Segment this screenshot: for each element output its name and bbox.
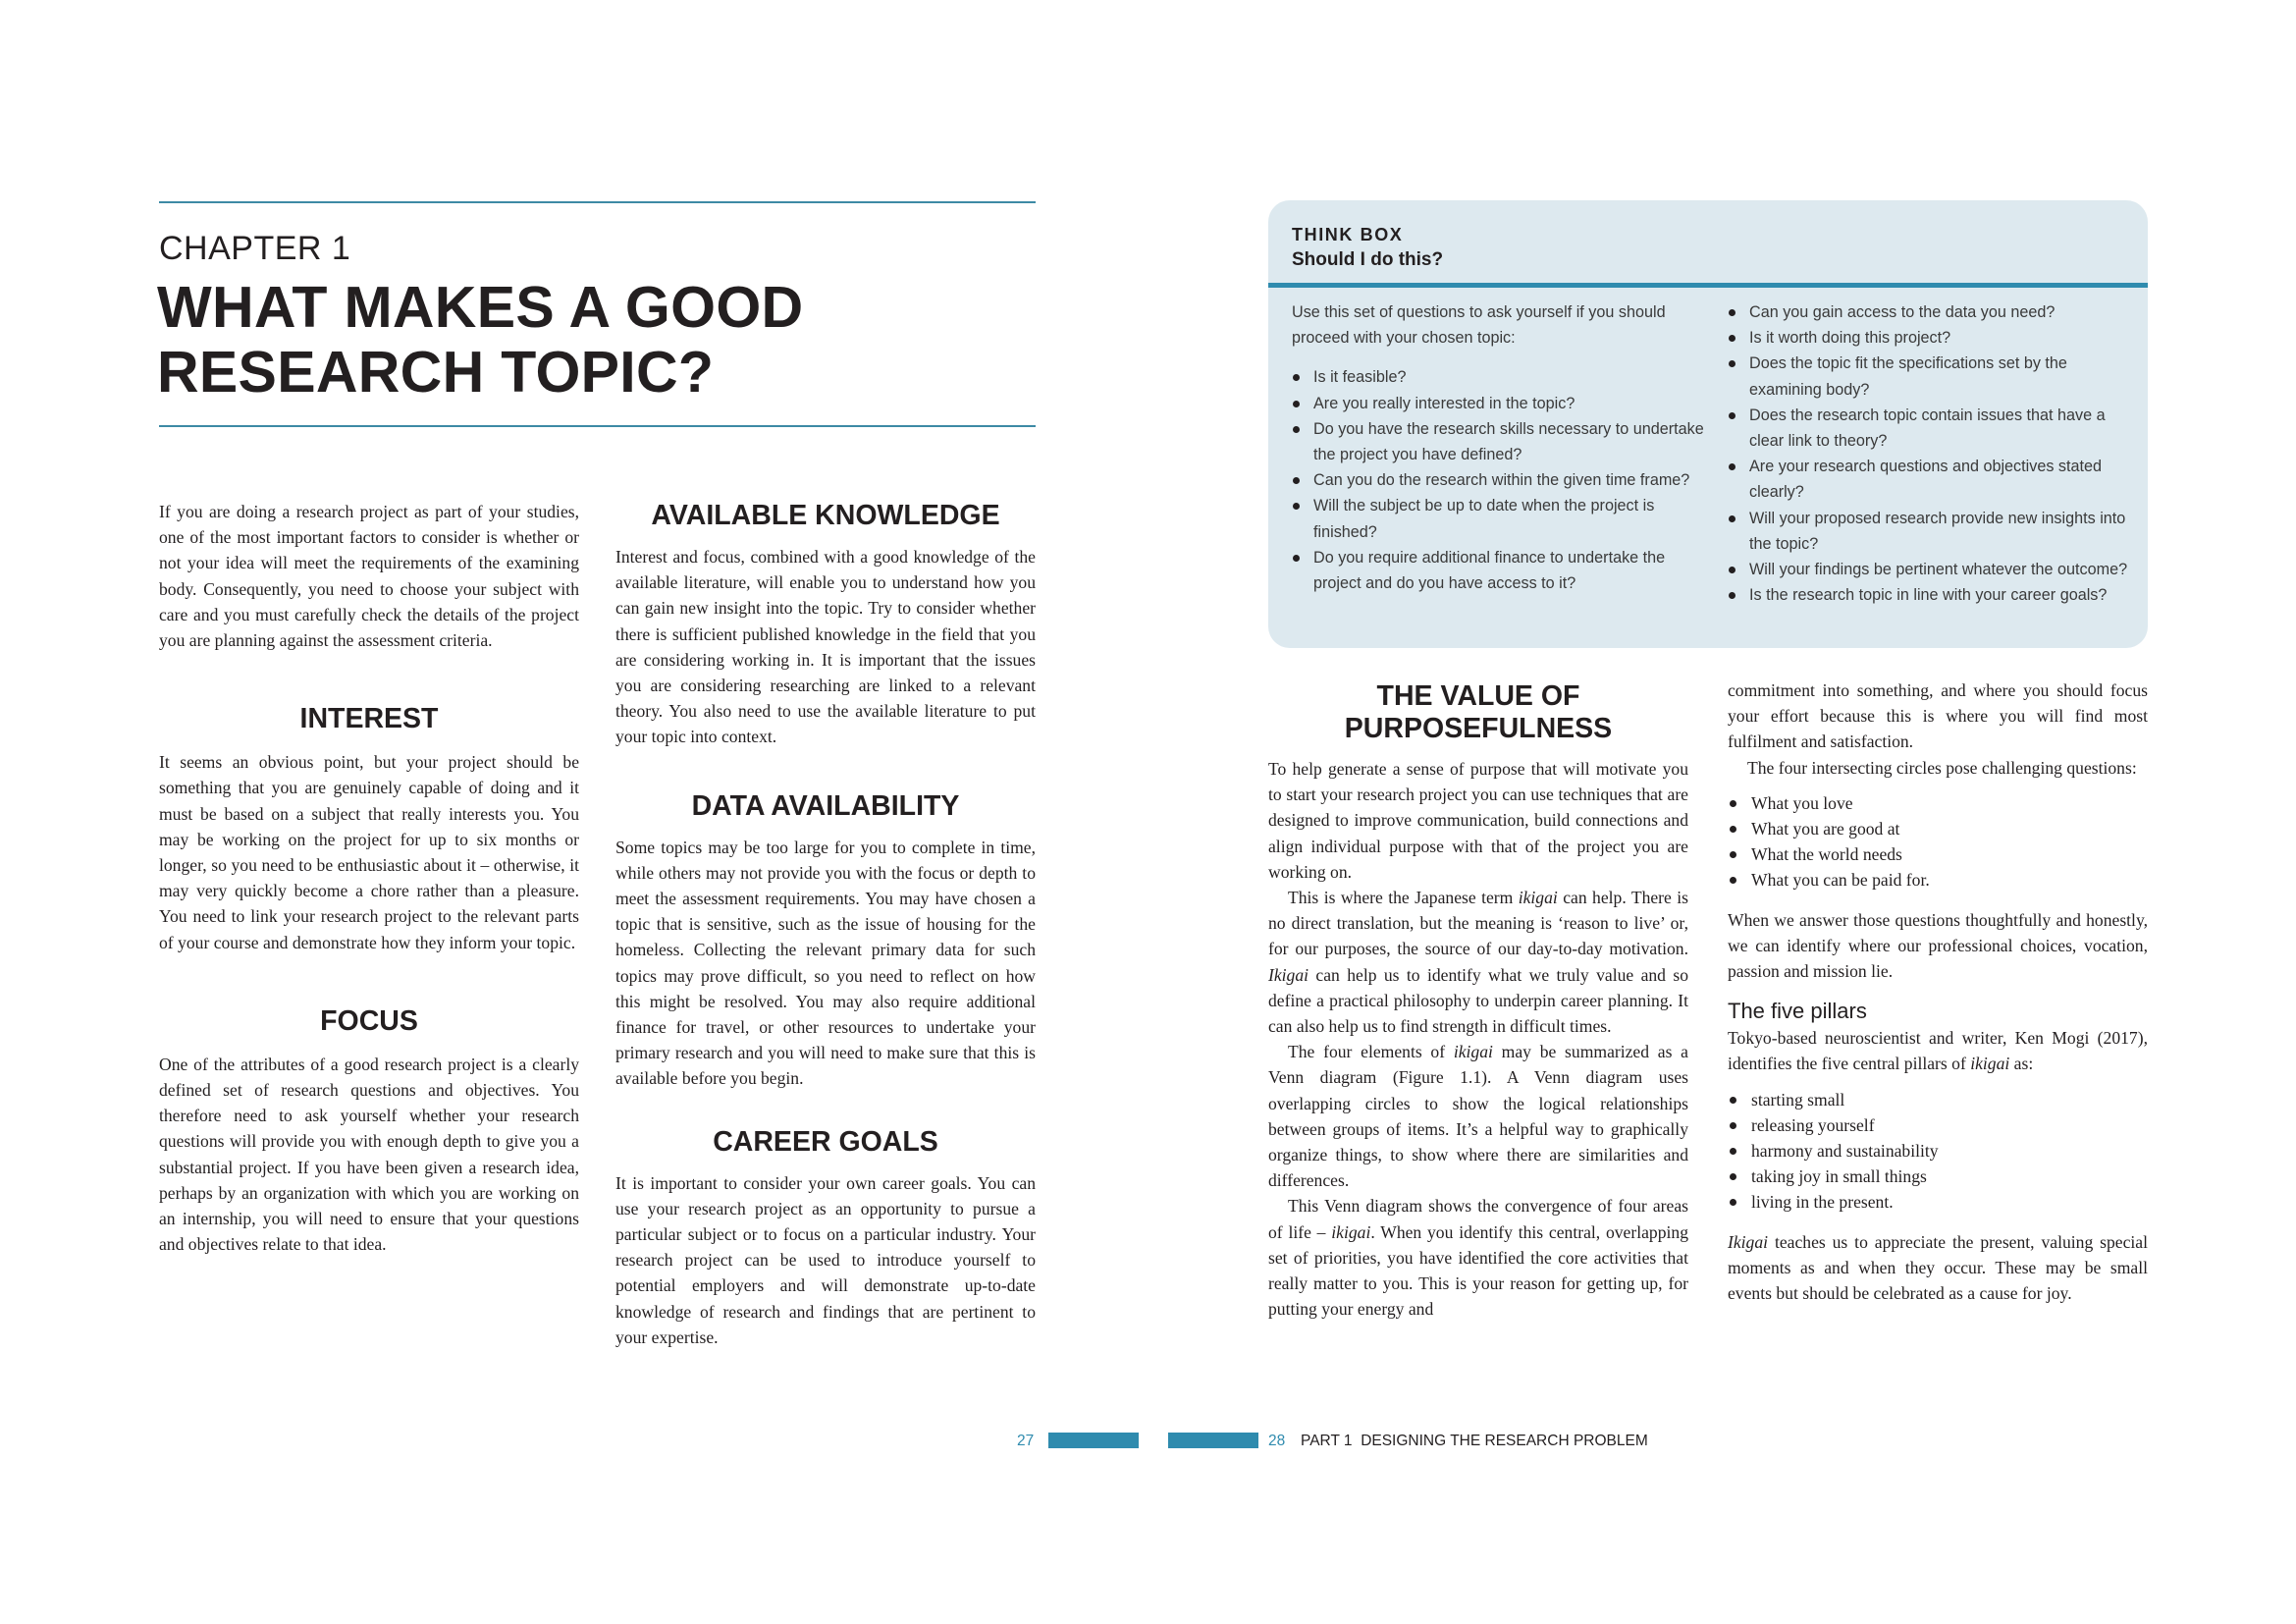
think-box-question: Does the research topic contain issues that have a clear link to theory? — [1728, 403, 2130, 454]
left-footer-bar — [1048, 1433, 1139, 1448]
think-box-question: Can you gain access to the data you need? — [1728, 299, 2130, 325]
career-goals-paragraph: It is important to consider your own career goals. You can use your research project as an opportunity to pursue a particular subject or to focus on a particular industry. Your research project can be used to introduce yourself to potential employers and will demonstrate up-to-date knowledge of research and findings that are pertinent to your expertise. — [615, 1172, 1036, 1347]
pillar-item: living in the present. — [1728, 1189, 2148, 1215]
data-availability-paragraph: Some topics may be too large for you to complete in time, while others may not provide you with the focus or depth to meet the assessment requirements. You may have chosen a topic that is sensitive, such as the issue of housing for the homeless. Collecting the relevant primary data for such topics may prove difficult, so you need to reflect on how this might be resolved. You may also require additional finance for travel, or other resources to undertake your primary research and you will need to make sure that this is available before you begin. — [615, 837, 1036, 1089]
left-column-2 — [615, 499, 1036, 1350]
think-box-left-column — [1292, 299, 1704, 596]
chapter-top-rule — [159, 201, 1036, 203]
available-knowledge-paragraph: Interest and focus, combined with a good knowledge of the available literature, will enable you to understand how you can gain new insight into the topic. Try to consider whether there is sufficient published knowledge in the field that you are considering working in. It is important that the issues you are considering researching are linked to a relevant theory. You also need to use the available literature to put your topic into context. — [615, 547, 1036, 747]
ikigai-closing-paragraph: Ikigai teaches us to appreciate the present, valuing special moments as and when they occur. These may be small events but should be celebrated as a cause for joy. — [1728, 1231, 2148, 1304]
think-box-question: Is it worth doing this project? — [1728, 325, 2130, 351]
part-label: PART 1 — [1301, 1433, 1353, 1449]
heading-focus: FOCUS — [320, 1004, 418, 1037]
chapter-label: CHAPTER 1 — [159, 230, 351, 267]
think-box-left-list — [1292, 364, 1704, 596]
heading-career-goals: CAREER GOALS — [713, 1125, 938, 1158]
intro-paragraph: If you are doing a research project as part of your studies, one of the most important factors to consider is whether or not your idea will meet the requirements of the examining body. Consequently, you need to choose your subject with care and you must carefully check the details of the project you are planning against the assessment criteria. — [159, 502, 579, 651]
right-column-2 — [1728, 677, 2148, 1306]
think-box-title: Should I do this? — [1292, 249, 1444, 270]
focus-paragraph: One of the attributes of a good research project is a clearly defined set of research questions and objectives. You therefore need to ask yourself whether your research questions will provide you with enough depth to give you a substantial project. If you have been given a research idea, perhaps by an organization with which you are working on an internship, you will need to ensure that your questions and objectives relate to that idea. — [159, 1054, 579, 1255]
heading-interest: INTEREST — [299, 703, 439, 735]
part-running-header — [1301, 1433, 1648, 1450]
right-page-number: 28 — [1268, 1433, 1286, 1449]
purpose-paragraph-6: The four intersecting circles pose challenging questions: — [1747, 757, 2137, 778]
think-box-question: Does the topic fit the specifications set by the examining body? — [1728, 351, 2130, 402]
purpose-paragraph-7: When we answer those questions thoughtfully and honestly, we can identify where our professional choices, vocation, passion and mission lie. — [1728, 909, 2148, 982]
five-pillars-list — [1728, 1087, 2148, 1216]
think-box — [1268, 200, 2148, 648]
think-box-question: Are you really interested in the topic? — [1292, 391, 1704, 416]
heading-available-knowledge: AVAILABLE KNOWLEDGE — [651, 500, 1000, 531]
pillar-item: releasing yourself — [1728, 1112, 2148, 1138]
purpose-paragraph-5: commitment into something, and where you should focus your effort because this is where you will find most fulfilment and satisfaction. — [1728, 680, 2148, 752]
think-box-question: Do you require additional finance to undertake the project and do you have access to it? — [1292, 545, 1704, 596]
purpose-paragraph-1: To help generate a sense of purpose that will motivate you to start your research project you can use techniques that are designed to improve communication, build connections and align individual purpose with that of the project you are working on. — [1268, 759, 1688, 882]
right-footer-bar — [1168, 1433, 1258, 1448]
purpose-paragraph-3: The four elements of ikigai may be summarized as a Venn diagram (Figure 1.1). A Venn diagram uses overlapping circles to show the logical relationships between groups of items. It’s a helpful way to graphically organize things, to show where there are similarities and differences. — [1268, 1042, 1688, 1191]
heading-data-availability: DATA AVAILABILITY — [691, 789, 960, 822]
right-column-1 — [1268, 680, 1688, 1322]
interest-paragraph: It seems an obvious point, but your project should be something that you are genuinely capable of doing and it must be based on a subject that really interests you. You may be working on the project for up to six months or longer, so you need to be enthusiastic about it – otherwise, it may very quickly become a chore rather than a pleasure. You need to link your research project to the relevant parts of your course and demonstrate how they inform your topic. — [159, 752, 579, 952]
purpose-paragraph-2: This is where the Japanese term ikigai can help. There is no direct translation, but the meaning is ‘reason to live’ or, for our purposes, the source of our day-to-day motivation. Ikigai can help us to identify what we truly value and so define a practical philosophy to underpin career planning. It can also help us to find strength in difficult times. — [1268, 888, 1688, 1037]
think-box-question: Are your research questions and objectives stated clearly? — [1728, 454, 2130, 505]
left-page-number: 27 — [1017, 1433, 1035, 1449]
think-box-question: Will the subject be up to date when the project is finished? — [1292, 493, 1704, 544]
think-box-question: Will your proposed research provide new insights into the topic? — [1728, 506, 2130, 557]
think-box-divider — [1268, 283, 2148, 288]
think-box-question: Can you do the research within the given time frame? — [1292, 467, 1704, 493]
purpose-paragraph-4: This Venn diagram shows the convergence of four areas of life – ikigai. When you identify this central, overlapping set of priorities, you have identified the core activities that really matter to you. This is your reason for getting up, for putting your energy and — [1268, 1196, 1688, 1320]
part-title: DESIGNING THE RESEARCH PROBLEM — [1361, 1433, 1648, 1449]
think-box-question: Do you have the research skills necessary to undertake the project you have defined? — [1292, 416, 1704, 467]
think-box-right-column — [1728, 299, 2130, 608]
chapter-title: WHAT MAKES A GOOD RESEARCH TOPIC? — [157, 275, 804, 405]
circle-question-item: What you love — [1728, 790, 2148, 816]
think-box-question: Is the research topic in line with your career goals? — [1728, 582, 2130, 608]
pillar-item: taking joy in small things — [1728, 1164, 2148, 1189]
circle-question-item: What you are good at — [1728, 816, 2148, 841]
four-circles-list — [1728, 790, 2148, 893]
pillars-intro-paragraph: Tokyo-based neuroscientist and writer, Ken Mogi (2017), identifies the five central pillars of ikigai as: — [1728, 1028, 2148, 1074]
heading-value-of-purposefulness: THE VALUE OF PURPOSEFULNESS — [1344, 680, 1613, 744]
left-column-1 — [159, 499, 579, 1257]
chapter-bottom-rule — [159, 425, 1036, 427]
think-box-label: THINK BOX — [1292, 225, 1404, 244]
think-box-question: Is it feasible? — [1292, 364, 1704, 390]
circle-question-item: What the world needs — [1728, 841, 2148, 867]
think-box-right-list — [1728, 299, 2130, 608]
think-box-intro: Use this set of questions to ask yourself if you should proceed with your chosen topic: — [1292, 303, 1666, 348]
think-box-question: Will your findings be pertinent whatever the outcome? — [1728, 557, 2130, 582]
pillar-item: starting small — [1728, 1087, 2148, 1112]
pillar-item: harmony and sustainability — [1728, 1138, 2148, 1164]
heading-five-pillars: The five pillars — [1728, 999, 1867, 1024]
circle-question-item: What you can be paid for. — [1728, 867, 2148, 893]
think-box-header — [1292, 222, 1443, 273]
